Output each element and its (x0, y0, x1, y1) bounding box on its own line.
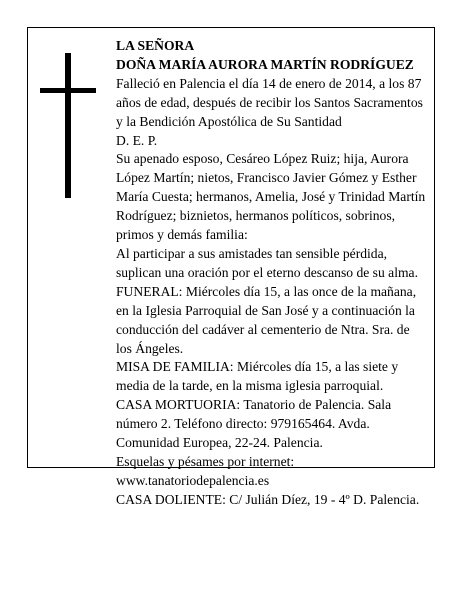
deceased-name: DOÑA MARÍA AURORA MARTÍN RODRÍGUEZ (116, 56, 414, 72)
house-paragraph: CASA DOLIENTE: C/ Julián Díez, 19 - 4º D. Palencia. (116, 491, 420, 507)
request-paragraph: Al participar a sus amistades tan sensible pérdida, suplican una oración por el eterno descanso de su alma. (116, 245, 418, 280)
rip-line: D. E. P. (116, 132, 158, 148)
notice-heading: LA SEÑORA (116, 38, 195, 53)
family-mass-paragraph: MISA DE FAMILIA: Miércoles día 15, a las siete y media de la tarde, en la misma iglesia parroquial. (116, 359, 399, 394)
funeral-paragraph: FUNERAL: Miércoles día 15, a las once de la mañana, en la Iglesia Parroquial de San José y a continuación la conducción del cadáver al cementerio de Ntra. Sra. de los Ángeles. (116, 283, 417, 356)
obituary-text (116, 37, 428, 510)
family-paragraph: Su apenado esposo, Cesáreo López Ruiz; hija, Aurora López Martín; nietos, Francisco Javier Gómez y Esther María Cuesta; hermanos, Amelia, José y Trinidad Martín Rodríguez; biznietos, hermanos políticos, sobrinos, primos y demás familia: (116, 151, 426, 243)
cross-icon-arm (40, 88, 96, 93)
death-paragraph: Falleció en Palencia el día 14 de enero de 2014, a los 87 años de edad, después de recibir los Santos Sacramentos y la Bendición Apostólica de Su Santidad (116, 75, 423, 129)
internet-paragraph: Esquelas y pésames por internet: www.tanatoriodepalencia.es (116, 453, 295, 488)
cross-icon (65, 53, 71, 198)
mortuary-paragraph: CASA MORTUORIA: Tanatorio de Palencia. Sala número 2. Teléfono directo: 979165464. Avda. Comunidad Europea, 22-24. Palencia. (116, 397, 392, 451)
